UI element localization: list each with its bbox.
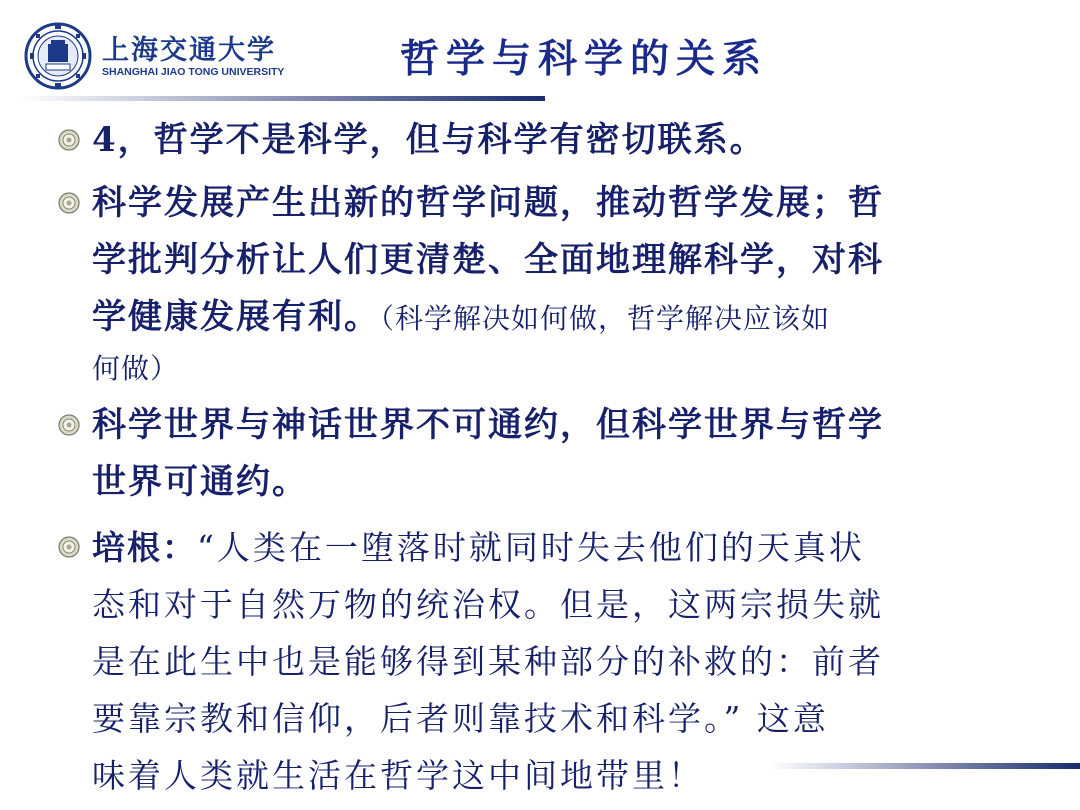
item-4-line-1: [92, 519, 1030, 576]
bullet-item-3: [50, 397, 1030, 511]
bullet-icon: [58, 536, 80, 558]
bullet-icon: [58, 192, 80, 214]
item-2-line-3-text: 学健康发展有利。: [92, 297, 380, 337]
logo-chinese-name: 上海交通大学: [102, 35, 276, 66]
bullet-icon: [58, 414, 80, 436]
item-4-line-2: 态和对于自然万物的统治权。但是，这两宗损失就: [92, 585, 884, 624]
logo-english-name: SHANGHAI JIAO TONG UNIVERSITY: [102, 66, 285, 78]
bullet-item-4: [50, 519, 1030, 804]
item-4-line-4: 要靠宗教和信仰，后者则靠技术和科学。” 这意: [92, 699, 829, 738]
university-logo: [24, 22, 285, 90]
item-2-line-1: 科学发展产生出新的哲学问题，推动哲学发展；哲: [92, 183, 884, 223]
slide-body: [50, 112, 1030, 804]
item-3-line-1: 科学世界与神话世界不可通约，但科学世界与哲学: [92, 405, 884, 445]
slide-title: 哲学与科学的关系: [400, 37, 769, 82]
item-3-line-2: 世界可通约。: [92, 462, 308, 502]
item-4-line-5: 味着人类就生活在哲学这中间地带里！: [92, 756, 704, 795]
item-1-line-1: 4，哲学不是科学，但与科学有密切联系。: [92, 120, 766, 160]
university-seal-icon: [24, 22, 92, 90]
item-4-line-1-text: “人类在一堕落时就同时失去他们的天真状: [197, 528, 865, 567]
footer-divider: [770, 763, 1080, 769]
item-2-line-2: 学批判分析让人们更清楚、全面地理解科学，对科: [92, 240, 884, 280]
item-4-line-3: 是在此生中也是能够得到某种部分的补救的：前者: [92, 642, 884, 681]
item-4-label: 培根：: [92, 528, 197, 567]
slide-header: [0, 0, 1080, 104]
title-divider: [20, 96, 545, 101]
item-2-parenthetical-wrap: 何做）: [92, 352, 180, 385]
item-2-parenthetical: （科学解决如何做，哲学解决应该如: [380, 302, 831, 335]
bullet-icon: [58, 129, 80, 151]
bullet-item-1: [50, 112, 1030, 169]
bullet-item-2: [50, 175, 1030, 391]
item-2-line-3: [92, 289, 1030, 347]
